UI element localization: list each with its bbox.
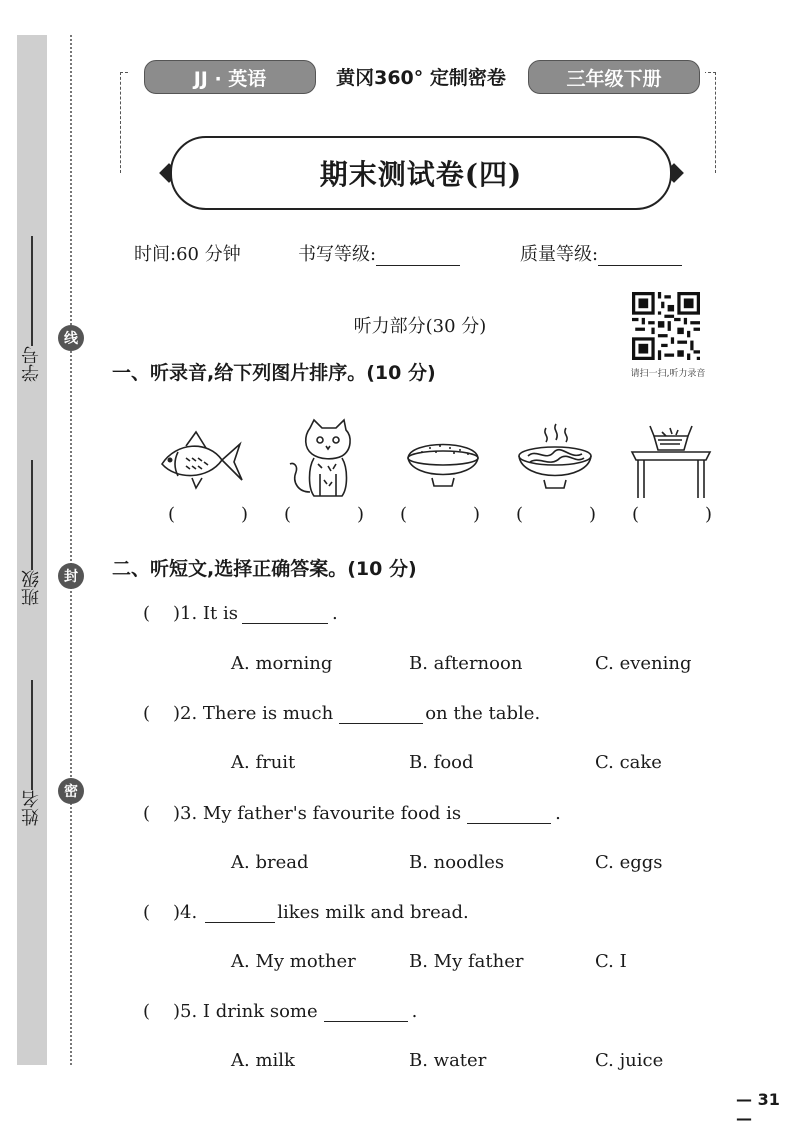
- question-stem: )1. It is: [173, 603, 238, 624]
- question-stem: )5. I drink some: [173, 1001, 318, 1022]
- qr-code-icon[interactable]: [632, 292, 700, 360]
- paren-open: (: [284, 504, 292, 525]
- option-b: B. noodles: [409, 852, 505, 873]
- paren-close: ): [704, 504, 712, 525]
- paren-close: ): [356, 504, 364, 525]
- option-a: A. milk: [231, 1050, 295, 1071]
- quality-grade: [520, 240, 682, 266]
- question-stem: )3. My father's favourite food is: [173, 803, 462, 824]
- quality-grade-label: 质量等级:: [520, 244, 599, 265]
- answer-blank[interactable]: [324, 1001, 408, 1022]
- class-area: [22, 460, 42, 620]
- class-line: [31, 460, 33, 570]
- question-tail: on the table.: [425, 703, 541, 724]
- option-b: B. water: [409, 1050, 487, 1071]
- student-no-label: 学号: [21, 346, 42, 382]
- table-icon: [626, 418, 716, 500]
- question-paren-open[interactable]: (: [143, 902, 151, 923]
- question-paren-open[interactable]: (: [143, 1001, 151, 1022]
- option-c: C. juice: [595, 1050, 664, 1071]
- option-c: C. evening: [595, 653, 692, 674]
- answer-blank[interactable]: [339, 703, 423, 724]
- paren-close: ): [588, 504, 596, 525]
- question-3: [143, 803, 561, 824]
- student-no-area: [22, 236, 42, 386]
- question-paren-open[interactable]: (: [143, 803, 151, 824]
- name-line: [31, 680, 33, 790]
- writing-grade-blank[interactable]: [376, 245, 460, 266]
- question-tail: .: [555, 803, 561, 824]
- rice-bowl-icon: [398, 418, 488, 500]
- question-paren-open[interactable]: (: [143, 703, 151, 724]
- question-paren-open[interactable]: (: [143, 603, 151, 624]
- writing-grade-label: 书写等级:: [298, 244, 377, 265]
- paren-open: (: [516, 504, 524, 525]
- seal-secret-mark: 密: [58, 778, 84, 804]
- question-stem: )2. There is much: [173, 703, 334, 724]
- option-c: C. eggs: [595, 852, 663, 873]
- option-b: B. My father: [409, 951, 524, 972]
- answer-paren-1[interactable]: [168, 504, 248, 525]
- question-1: [143, 603, 338, 624]
- subject-tag: JJ · 英语: [144, 60, 316, 94]
- name-area: [22, 680, 42, 840]
- paren-open: (: [632, 504, 640, 525]
- listening-heading: 听力部分(30 分): [353, 316, 487, 337]
- seal-seal-mark: 封: [58, 563, 84, 589]
- paren-open: (: [168, 504, 176, 525]
- time-label: 时间:60 分钟: [134, 244, 241, 265]
- paren-close: ): [472, 504, 480, 525]
- option-a: A. bread: [231, 852, 309, 873]
- question-stem: )4.: [173, 902, 198, 923]
- class-label: 班级: [21, 570, 42, 606]
- question-4: [143, 902, 469, 923]
- grade-tag: 三年级下册: [528, 60, 700, 94]
- answer-blank[interactable]: [467, 803, 551, 824]
- question-tail: .: [331, 603, 338, 624]
- option-b: B. food: [409, 752, 474, 773]
- question-5: [143, 1001, 417, 1022]
- option-a: A. morning: [231, 653, 333, 674]
- option-b: B. afternoon: [409, 653, 523, 674]
- part1-title: 一、听录音,给下列图片排序。(10 分): [112, 362, 436, 384]
- quality-grade-blank[interactable]: [598, 245, 682, 266]
- answer-paren-3[interactable]: [400, 504, 480, 525]
- page-title: 期末测试卷(四): [319, 158, 523, 191]
- seal-line-mark: 线: [58, 325, 84, 351]
- option-a: A. My mother: [231, 951, 356, 972]
- name-label: 姓名: [21, 790, 42, 826]
- paren-close: ): [240, 504, 248, 525]
- page-number: — 31 —: [736, 1090, 780, 1128]
- answer-blank[interactable]: [242, 603, 328, 624]
- paren-open: (: [400, 504, 408, 525]
- series-name: 黄冈360° 定制密卷: [336, 66, 506, 89]
- cut-line: [70, 35, 72, 1065]
- fish-icon: [156, 418, 246, 500]
- part2-title: 二、听短文,选择正确答案。(10 分): [112, 558, 417, 580]
- qr-caption: 请扫一扫,听力录音: [630, 369, 706, 379]
- writing-grade: [298, 240, 460, 266]
- question-tail: likes milk and bread.: [277, 902, 469, 923]
- option-c: C. cake: [595, 752, 662, 773]
- student-no-line: [31, 236, 33, 346]
- answer-paren-2[interactable]: [284, 504, 364, 525]
- answer-paren-5[interactable]: [632, 504, 712, 525]
- answer-paren-4[interactable]: [516, 504, 596, 525]
- answer-blank[interactable]: [205, 902, 275, 923]
- time-info: [134, 240, 241, 266]
- cat-icon: [280, 418, 370, 500]
- option-a: A. fruit: [231, 752, 296, 773]
- title-box: [170, 136, 672, 210]
- question-2: [143, 703, 540, 724]
- question-tail: .: [411, 1001, 418, 1022]
- option-c: C. I: [595, 951, 627, 972]
- noodles-icon: [510, 418, 600, 500]
